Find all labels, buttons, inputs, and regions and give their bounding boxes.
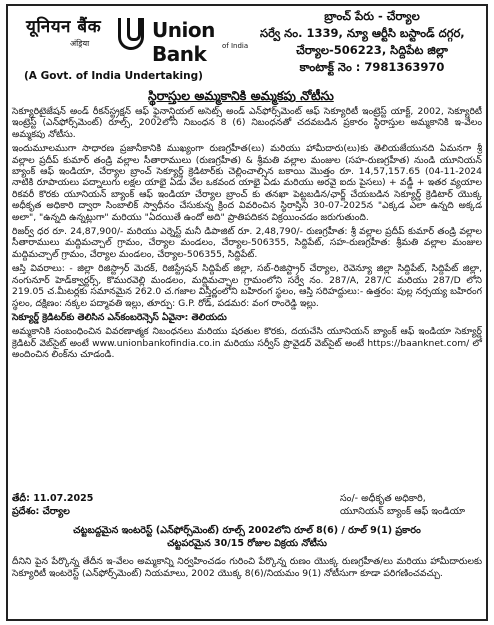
statutory-notice-line1: చట్టబద్దమైన ఇంటరెస్ట్ (ఎన్‌ఫోర్స్‌మెంట్) రూల్స్ 2002లోని రూల్ 8(6) / రూల్ 9(1) ప్రకారం <box>73 525 421 536</box>
property-details-paragraph: ఆస్తి వివరాలు: - జిల్లా రిజిస్ట్రార్ మెదక్, రిజిస్ట్రేషన్ సిద్దిపేట్ జిల్లా, సబ్-రిజిస్ట్రార్ చేర్యాల, రెవెన్యూ జిల్లా సిద్దిపేట్, సిద్దిపేట్ జిల్లా, నంగునూర్ హెడ్‌క్వార్టర్స్, కొమురవెల్లి మండలం, మద్దిమచ్చాల గ్రామంలోని సర్వే నం. 287/A, 287/C మరియు 287/D లోని 219.05 చ.మీటర్లకు సమానమైన 262.0 చ.గజాల విస్తీర్ణంలోని బహిరంగ స్థలం, ఆస్తి సరిహద్దులు:- ఉత్తరం: పుల్ల నర్సయ్య బహిరంగ స్థలం, దక్షిణం: నక్కల పద్మావతి ఇల్లు, తూర్పు: G.P. రోడ్, పడమర: వంగ రాంరెడ్డి ఇల్లు. <box>12 263 482 309</box>
signatory-block <box>340 492 465 518</box>
logo-hindi-subtext: अंड्रिया <box>70 39 90 48</box>
branch-address-line: సర్వే నం. 1339, న్యూ ఆర్టీసి బస్టాండ్ దగ్గర, <box>260 26 465 40</box>
notice-place: ప్రదేశం: చేర్యాల <box>12 506 70 517</box>
branch-city-line: చేర్యాల-506223, సిద్దిపేట జిల్లా <box>296 43 448 57</box>
sale-notice-paragraph: ఇందుమూలముగా సాధారణ ప్రజానీకానికి ముఖ్యంగా రుణగ్రహీత(లు) మరియు హామీదారు(లు)కు తెలియజేయునది ఏమనగా శ్రీ వల్లాల ప్రదీప్ కుమార్ తండ్రి వల్లాల సీతారాములు (రుణగ్రహీత) & శ్రీమతి వల్లాల మంజుల (సహ-రుణగ్రహీత) నుండి యూనియన్ బ్యాంక్ ఆఫ్ ఇండియా, చేర్యాల బ్రాంచ్ సెక్యూర్డ్ క్రెడిటార్‌కు చెల్లించాల్సిన బకాయి మొత్తం రూ. 14,57,157.65 (04-11-2024 నాటికి రూపాయలు పద్నాలుగు లక్షల యాభై ఏడు వేల ఒకవంద యాభై ఏడు మరియు అరవై ఐదు పైసలు) + వడ్డీ + ఇతర వ్యయాల రికవరీ కొరకు యూనియన్ బ్యాంక్ ఆఫ్ ఇండియా చేర్యాల బ్రాంచ్ కు తనఖా పెట్టబడిన/ఛార్జ్ చేయబడిన సెక్యూర్డ్ క్రెడిటార్ యొక్క అధీకృత అధికారి ద్వారా సింబాలిక్ స్వాధీనం చేసుకున్న క్రింద వివరించిన స్థిరాస్తిని 30-07-2025న "ఎక్కడ ఎలా ఉన్నది అక్కడ అలా", "ఉన్నది ఉన్నట్లుగా" మరియు "ఏదయితే ఉందో అది" ప్రాతిపదికన విక్రయించడం జరుగుతుంది. <box>12 143 482 223</box>
branch-address <box>260 8 484 76</box>
terms-link-paragraph: అమ్మకానికి సంబంధించిన వివరణాత్మక నిబంధనలు మరియు షరతుల కొరకు, దయచేసి యూనియన్ బ్యాంక్ ఆఫ్ ఇండియా సెక్యూర్డ్ క్రెడిటర్ వెబ్‌సైట్ అంటే www.unionbankofindia.co.in మరియు సర్వీస్ ప్రొవైడర్ వెబ్‌సైట్ అంటే https://baanknet.com/ లో అందించిన లింక్‌ను చూడండి. <box>12 326 482 361</box>
statutory-notice-title <box>12 524 482 550</box>
reserve-price-paragraph: రిజర్వ్ ధర రూ. 24,87,900/- మరియు ఎర్నెస్ట్ మనీ డిపాజిట్ రూ. 2,48,790/- రుణగ్రహీత: శ్రీ వల్లాల ప్రదీప్ కుమార్ తండ్రి వల్లాల సీతారాములు మద్దిమచ్చాల్ గ్రామం, చేర్యాల మండలం, చేర్యాల-506355, సిద్దిపేట్, సహ-రుణగ్రహీత: శ్రీమతి వల్లాల మంజుల మద్దిమచ్చాల్ గ్రామం, చేర్యాల మండలం, చేర్యాల-506355, సిద్దిపేట్. <box>12 226 482 260</box>
signatory-title: సం/- అధీకృత అధికారి, <box>340 493 426 504</box>
branch-name: బ్రాంచ్ పేరు - చేర్యాల <box>324 9 420 23</box>
logo-hindi-text: यूनियन बैंक <box>26 17 102 37</box>
date-place-block <box>12 492 93 518</box>
signatory-bank: యూనియన్ బ్యాంక్ ఆఫ్ ఇండియా <box>340 506 465 517</box>
intro-paragraph: సెక్యూరిటైజేషన్ అండ్ రీకన్‌స్ట్రక్షన్ ఆఫ్ ఫైనాన్షియల్ అసెట్స్ అండ్ ఎన్‌ఫోర్స్‌మెంట్ ఆఫ్ సెక్యూరిటీ ఇంట్రెస్ట్ యాక్ట్, 2002, సెక్యూరిటీ ఇంట్రెస్ట్ (ఎన్‌ఫోర్స్‌మెంట్) రూల్స్, 2002లోని నిబంధన 8 (6) నిబంధనతో చదవబడిన ప్రకారం స్థిరాస్తుల అమ్మకానికి ఇ-వేలం అమ్మకపు నోటీసు. <box>12 106 482 140</box>
notice-title: స్థిరాస్తుల అమ్మకానికి అమ్మకపు నోటీసు <box>148 88 334 103</box>
statutory-notice-paragraph: దీనిని పైన పేర్కొన్న తేదీన ఇ-వేలం అమ్మకాన్ని నిర్వహించడం గురించి పేర్కొన్న రుణం యొక్క రుణగ్రహీత/లు మరియు హామీదారులకు సెక్యూరిటీ ఇంటరెస్ట్ (ఎన్‌ఫోర్స్‌మెంట్) నియమాలు, 2002 యొక్క 8(6)/నియమం 9(1) నోటీసుగా కూడా పరిగణించవచ్చు. <box>12 556 482 579</box>
encumbrances-paragraph: సెక్యూర్డ్ క్రెడిటర్‌కు తెలిసిన ఎన్‌కంబరెన్సెస్ ఏవైనా: తెలియదు <box>12 311 227 323</box>
govt-undertaking-line: (A Govt. of India Undertaking) <box>24 70 203 82</box>
statutory-notice-line2: చట్టపరమైన 30/15 రోజుల విక్రయ నోటీసు <box>167 538 327 549</box>
notice-header <box>10 8 484 86</box>
branch-contact: కాంటాక్ట్ నెం : 7981363970 <box>299 60 445 74</box>
notice-body <box>12 106 482 364</box>
logo-english-subtext: of India <box>222 42 249 50</box>
union-bank-logo <box>10 12 260 70</box>
logo-english-text: Union Bank <box>152 18 215 66</box>
notice-date: తేదీ: 11.07.2025 <box>12 493 94 504</box>
union-bank-emblem-icon <box>118 18 144 50</box>
